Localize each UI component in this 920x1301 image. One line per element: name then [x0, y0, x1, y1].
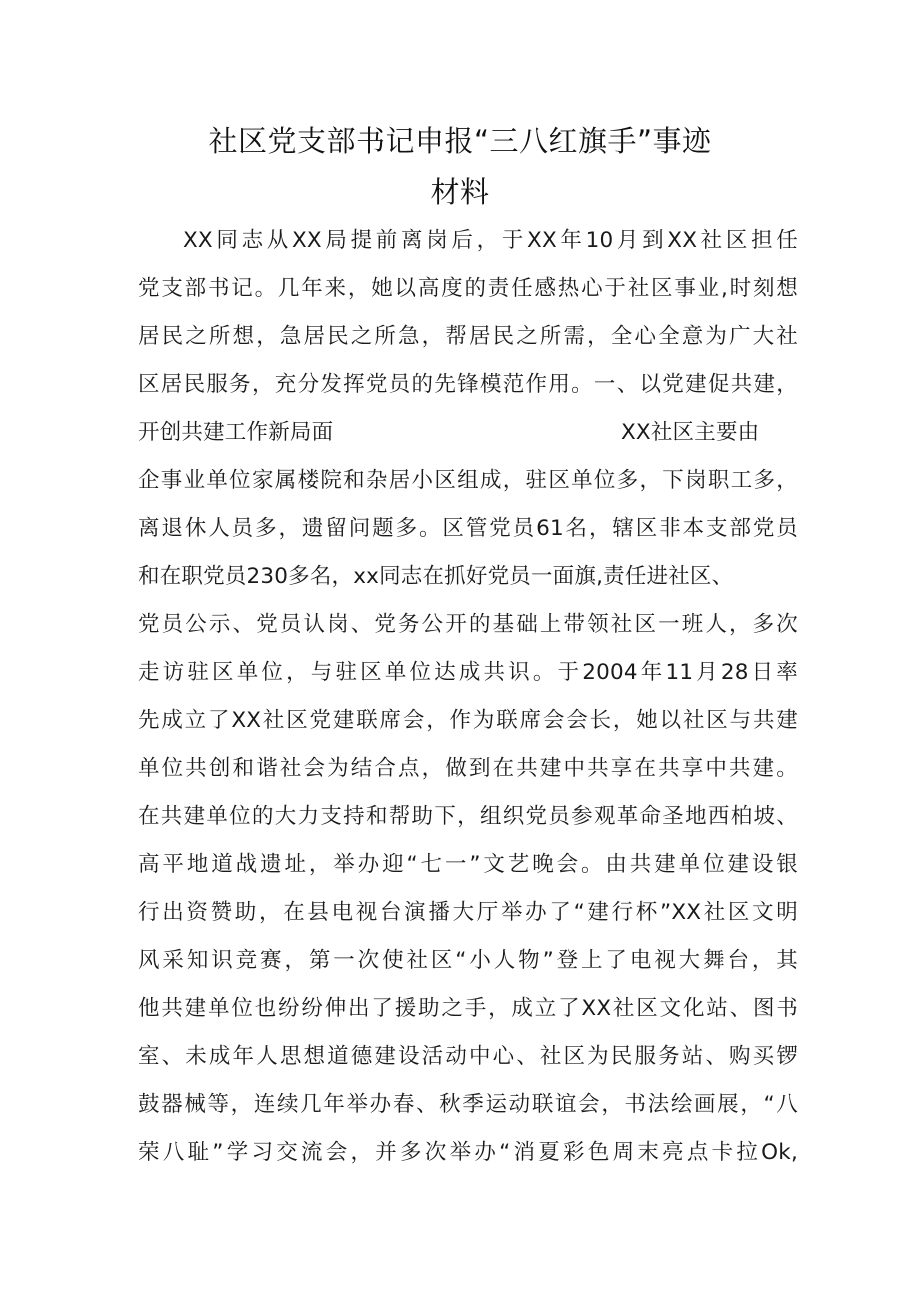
body-line: 室、未成年人思想道德建设活动中心、社区为民服务站、购买锣 — [138, 1044, 798, 1069]
body-line: 走访驻区单位，与驻区单位达成共识。于2004年11月28日率 — [138, 660, 798, 685]
body-line: 和在职党员230多名，xx同志在抓好党员一面旗,责任进社区、 — [138, 564, 734, 589]
body-line: 企事业单位家属楼院和杂居小区组成，驻区单位多，下岗职工多， — [138, 468, 798, 493]
body-line: 行出资赞助，在县电视台演播大厅举办了“建行杯”XX社区文明 — [138, 900, 798, 925]
body-line-left: 开创共建工作新局面 — [138, 420, 334, 445]
body-line: 荣八耻”学习交流会，并多次举办“消夏彩色周末亮点卡拉Ok, — [138, 1140, 798, 1165]
body-line-right: XX社区主要由 — [621, 420, 760, 445]
body-line: 区居民服务，充分发挥党员的先锋模范作用。一、以党建促共建， — [138, 372, 798, 397]
body-line: 党员公示、党员认岗、党务公开的基础上带领社区一班人，多次 — [138, 612, 798, 637]
body-line: 单位共创和谐社会为结合点，做到在共建中共享在共享中共建。 — [138, 756, 798, 781]
body-line: 高平地道战遗址，举办迎“七一”文艺晚会。由共建单位建设银 — [138, 852, 798, 877]
body-line: 居民之所想，急居民之所急，帮居民之所需，全心全意为广大社 — [138, 324, 798, 349]
body-line: 鼓器械等，连续几年举办春、秋季运动联谊会，书法绘画展，“八 — [138, 1092, 798, 1117]
body-line-split — [138, 416, 798, 450]
body-line: 先成立了XX社区党建联席会，作为联席会会长，她以社区与共建 — [138, 708, 798, 733]
body-line: 他共建单位也纷纷伸出了援助之手，成立了XX社区文化站、图书 — [138, 996, 798, 1021]
body-line: XX同志从XX局提前离岗后，于XX年10月到XX社区担任 — [183, 228, 798, 253]
body-line: 离退休人员多，遗留问题多。区管党员61名，辖区非本支部党员 — [138, 516, 798, 541]
document-title-line1: 社区党支部书记申报“三八红旗手”事迹 — [208, 124, 712, 158]
body-line: 在共建单位的大力支持和帮助下，组织党员参观革命圣地西柏坡、 — [138, 804, 798, 829]
document-title-line2: 材料 — [430, 175, 490, 209]
body-line: 党支部书记。几年来，她以高度的责任感热心于社区事业,时刻想 — [138, 276, 798, 301]
body-line: 风采知识竞赛，第一次使社区“小人物”登上了电视大舞台，其 — [138, 948, 798, 973]
